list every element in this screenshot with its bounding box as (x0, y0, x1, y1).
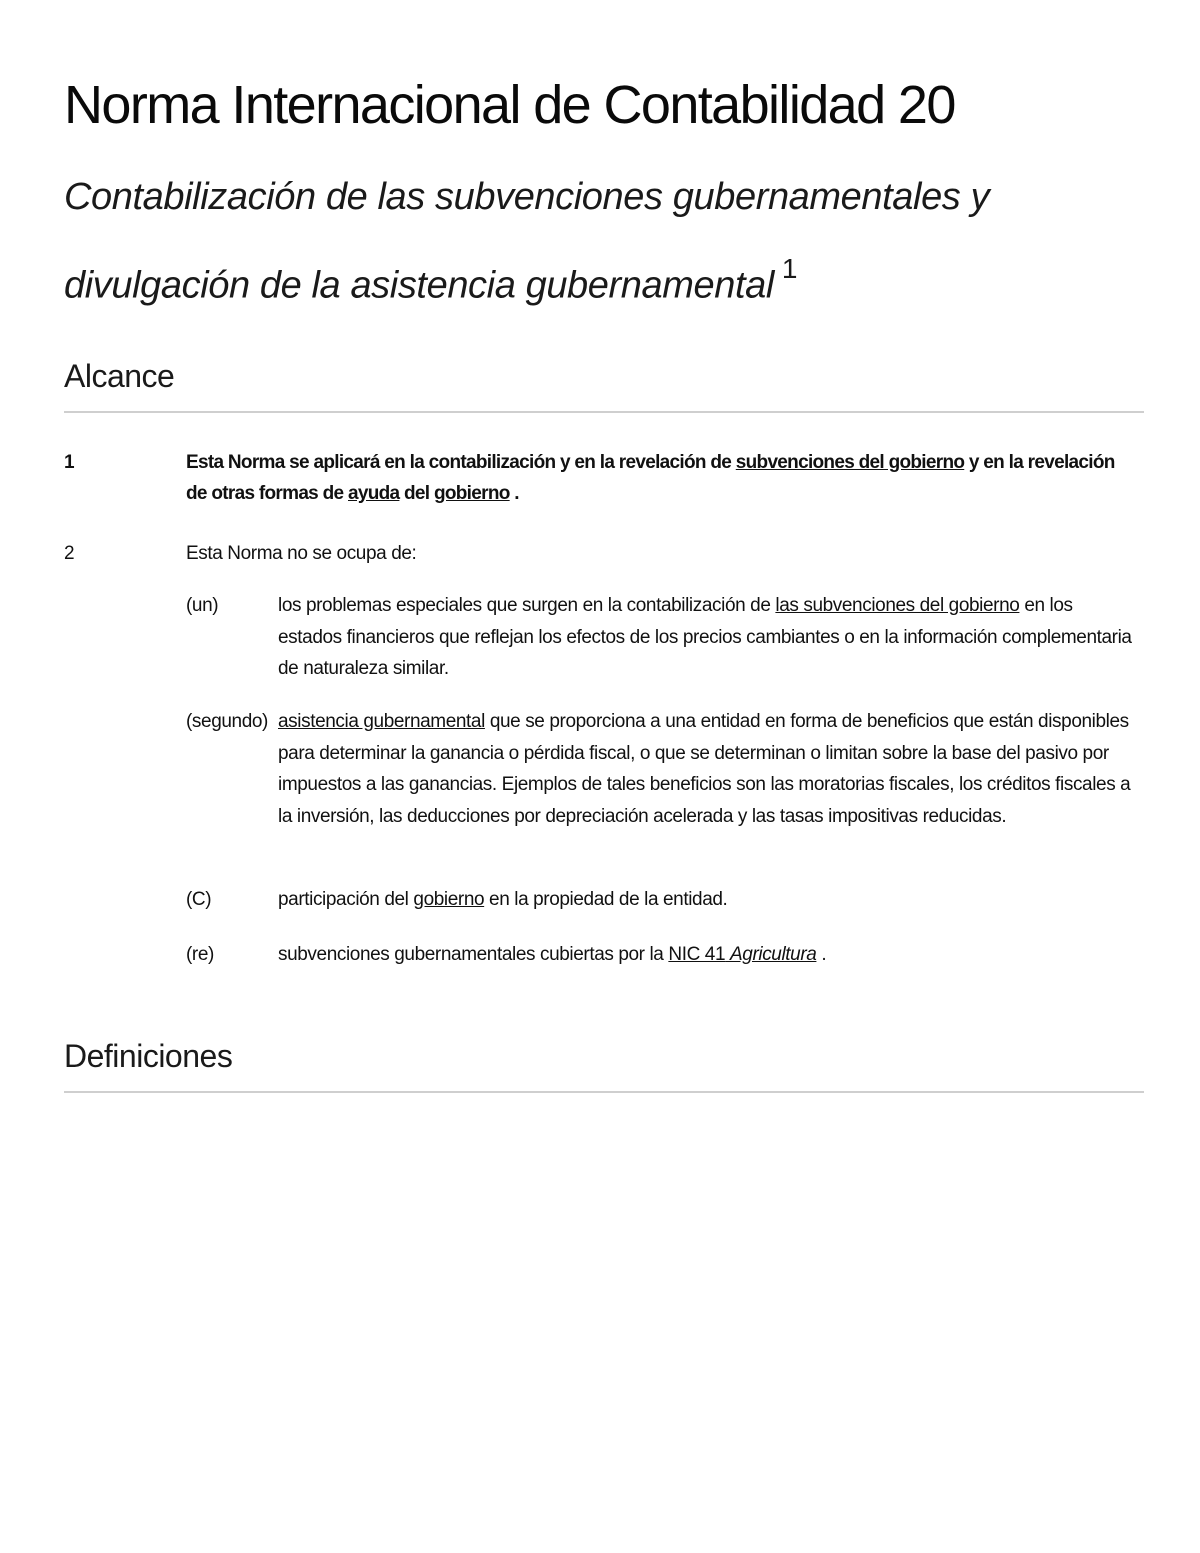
footnote-reference[interactable]: 1 (781, 253, 798, 284)
list-item-b (186, 706, 1146, 866)
text-segment: y en la revelación de otras formas de (186, 452, 1115, 504)
paragraph-2-intro: Esta Norma no se ocupa de: (186, 543, 417, 564)
paragraph-1-text (186, 447, 1136, 509)
list-item-a (186, 590, 1146, 686)
link-code: NIC 41 (668, 944, 726, 965)
document-title: Norma Internacional de Contabilidad 20 (64, 75, 955, 135)
text-segment: participación del (278, 889, 409, 910)
link-asistencia-gubernamental[interactable]: asistencia gubernamental (278, 711, 485, 732)
paragraph-number: 1 (64, 452, 74, 473)
text-segment: en la propiedad de la entidad. (489, 889, 728, 910)
text-segment: . (821, 944, 827, 965)
list-item-c (186, 884, 1146, 916)
text-segment: en los estados financieros que reflejan los efectos de los precios cambiantes o en la información complementaria de naturaleza similar. (278, 595, 1132, 679)
link-ayuda[interactable]: ayuda (348, 483, 400, 504)
list-item-text (278, 939, 1138, 971)
list-marker: (C) (186, 889, 212, 910)
section-divider-scope (64, 411, 1144, 413)
link-subvenciones-del-gobierno[interactable]: subvenciones del gobierno (735, 452, 965, 473)
section-heading-definitions: Definiciones (64, 1038, 233, 1074)
text-segment: subvenciones gubernamentales cubiertas por la (278, 944, 664, 965)
list-item-text (278, 706, 1138, 832)
list-item-text (278, 590, 1138, 685)
paragraph-number: 2 (64, 543, 75, 564)
link-gobierno[interactable]: gobierno (413, 889, 485, 910)
list-item-d (186, 939, 1146, 971)
paragraph-2 (64, 538, 1144, 570)
link-title: Agricultura (730, 944, 817, 965)
paragraph-1 (64, 447, 1144, 511)
link-nic-41-agricultura[interactable] (668, 944, 816, 965)
text-segment: los problemas especiales que surgen en la contabilización de (278, 595, 771, 616)
document-subtitle-text: Contabilización de las subvenciones gubernamentales y divulgación de la asistencia gubernamental (64, 176, 990, 307)
document-subtitle (64, 158, 1149, 325)
text-segment: Esta Norma se aplicará en la contabilización y en la revelación de (186, 452, 732, 473)
list-marker: (re) (186, 944, 214, 965)
section-divider-definitions (64, 1091, 1144, 1093)
link-gobierno[interactable]: gobierno (433, 483, 510, 504)
list-marker: (un) (186, 595, 219, 616)
link-las-subvenciones-del-gobierno[interactable]: las subvenciones del gobierno (775, 595, 1020, 616)
list-item-text (278, 884, 1138, 916)
list-marker: (segundo) (186, 711, 268, 732)
text-segment: que se proporciona a una entidad en forma de beneficios que están disponibles para determinar la ganancia o pérdida fiscal, o que se determinan o limitan sobre la base del pasivo por impuestos a las ganancias. Ejemplos de tales beneficios son las moratorias fiscales, los créditos fiscales a la inversión, las deducciones por depreciación acelerada y las tasas impositivas reducidas. (278, 711, 1131, 827)
section-heading-scope: Alcance (64, 358, 175, 394)
text-segment: del (404, 483, 430, 504)
text-segment: . (514, 483, 519, 504)
